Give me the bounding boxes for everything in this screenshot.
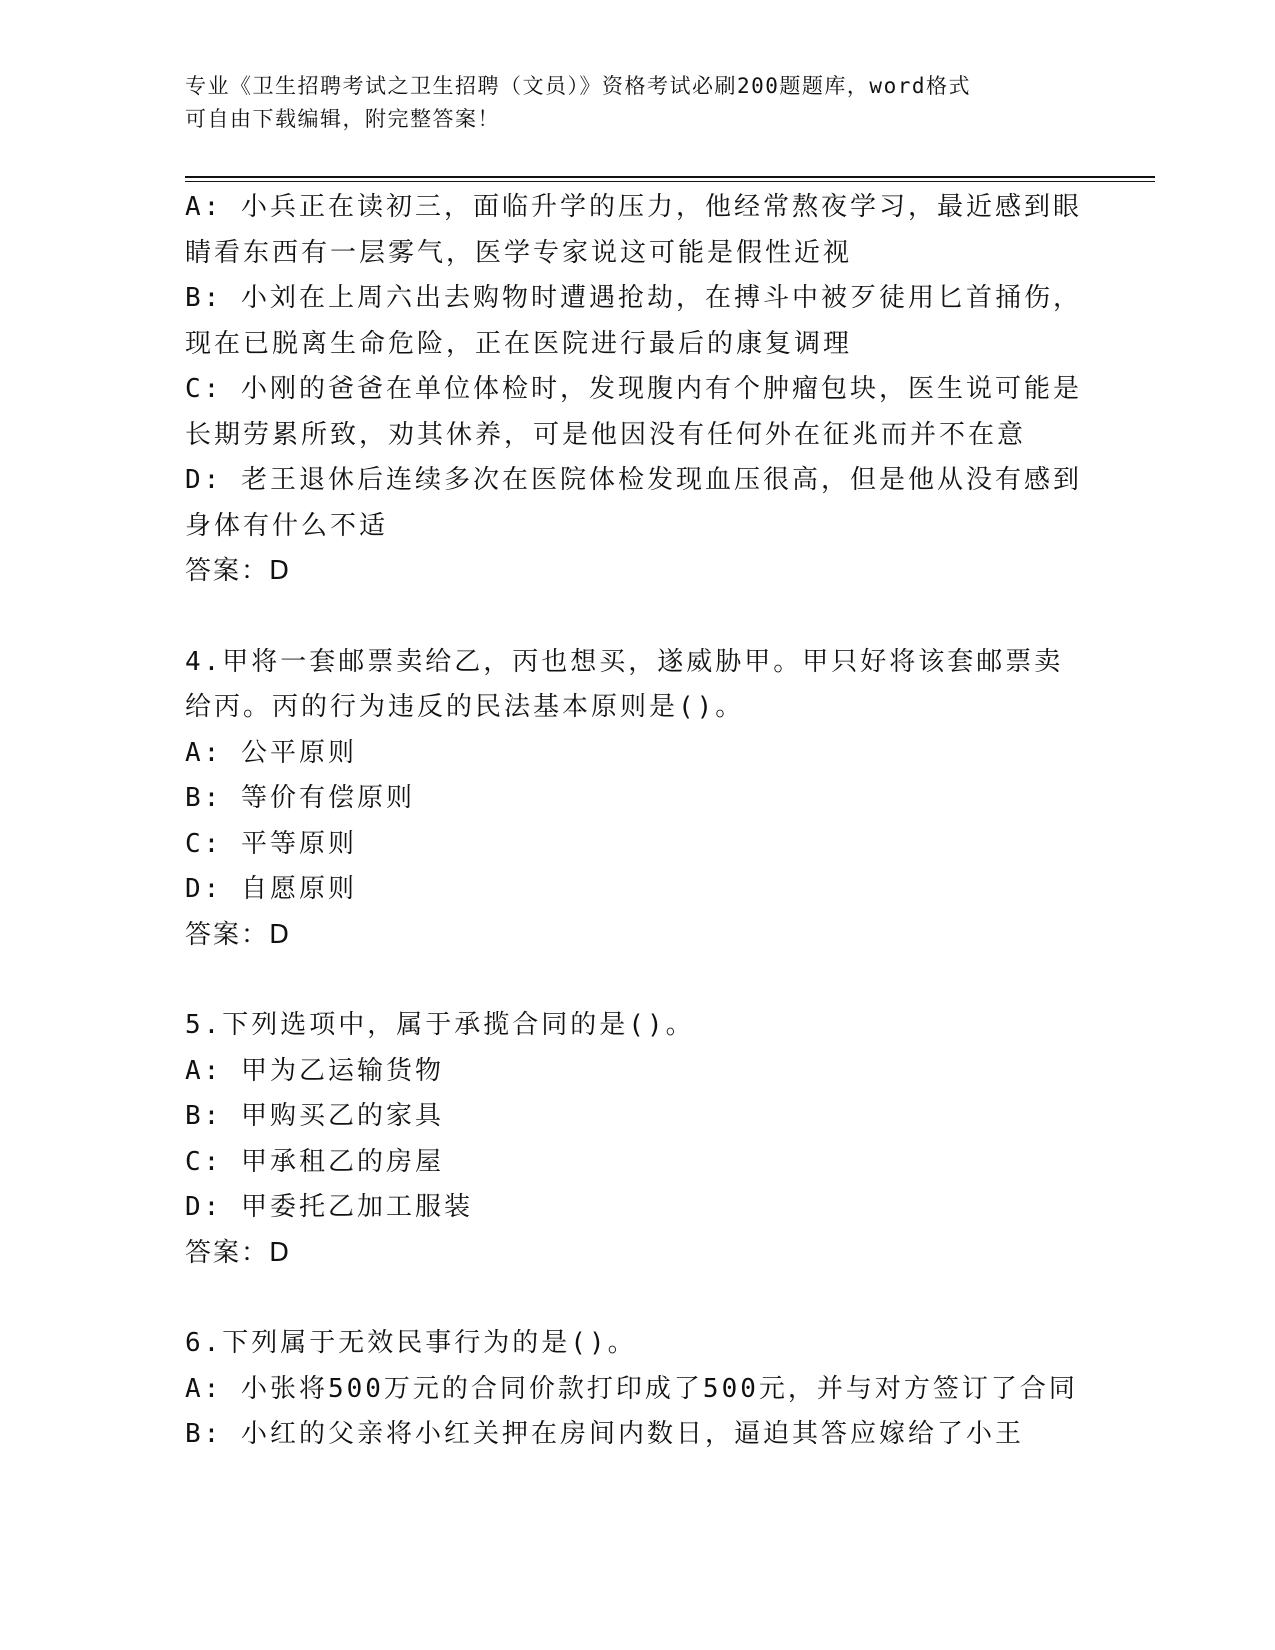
question-4 — [185, 640, 1085, 959]
option-d-line-1: D: 老王退休后连续多次在医院体检发现血压很高，但是他从没有感到 — [185, 465, 1082, 495]
option-a: A: 公平原则 — [185, 737, 357, 768]
header-divider-thin — [185, 181, 1155, 182]
answer: 答案：D — [185, 556, 292, 586]
spacer — [185, 958, 1085, 1003]
question-stem-line-1: 4.甲将一套邮票卖给乙，丙也想买，遂威胁甲。甲只好将该套邮票卖 — [185, 646, 1064, 677]
question-stem: 5.下列选项中，属于承揽合同的是()。 — [185, 1010, 695, 1040]
option-a-line-1: A: 小兵正在读初三，面临升学的压力，他经常熬夜学习，最近感到眼 — [185, 192, 1082, 222]
option-c-line-2: 长期劳累所致，劝其休养，可是他因没有任何外在征兆而并不在意 — [185, 419, 1027, 450]
option-d: D: 甲委托乙加工服装 — [185, 1192, 473, 1222]
spacer — [185, 595, 1085, 640]
option-b-line-2: 现在已脱离生命危险，正在医院进行最后的康复调理 — [185, 328, 853, 359]
question-5 — [185, 1003, 1085, 1276]
option-c: C: 平等原则 — [185, 828, 357, 859]
option-d-line-2: 身体有什么不适 — [185, 510, 389, 541]
document-header — [185, 70, 1065, 136]
option-a: A: 小张将500万元的合同价款打印成了500元，并与对方签订了合同 — [185, 1373, 1078, 1404]
question-stem: 6.下列属于无效民事行为的是()。 — [185, 1328, 637, 1358]
header-title-line-1: 专业《卫生招聘考试之卫生招聘（文员）》资格考试必刷200题题库，word格式 — [185, 74, 971, 98]
option-c: C: 甲承租乙的房屋 — [185, 1146, 444, 1177]
question-list — [185, 185, 1085, 1458]
option-b-line-1: B: 小刘在上周六出去购物时遭遇抢劫，在搏斗中被歹徒用匕首捅伤， — [185, 283, 1082, 313]
answer: 答案：D — [185, 919, 292, 950]
spacer — [185, 1276, 1085, 1321]
option-c-line-1: C: 小刚的爸爸在单位体检时，发现腹内有个肿瘤包块，医生说可能是 — [185, 374, 1082, 404]
question-3 — [185, 185, 1085, 595]
option-b: B: 等价有偿原则 — [185, 783, 415, 813]
option-b: B: 小红的父亲将小红关押在房间内数日，逼迫其答应嫁给了小王 — [185, 1419, 1024, 1449]
answer: 答案：D — [185, 1237, 292, 1268]
header-title-line-2: 可自由下载编辑，附完整答案！ — [185, 107, 500, 131]
header-divider-thick — [185, 176, 1155, 178]
option-d: D: 自愿原则 — [185, 874, 357, 904]
question-6 — [185, 1321, 1085, 1458]
option-a-line-2: 睛看东西有一层雾气，医学专家说这可能是假性近视 — [185, 237, 853, 268]
question-stem-line-2: 给丙。丙的行为违反的民法基本原则是()。 — [185, 692, 745, 722]
option-a: A: 甲为乙运输货物 — [185, 1055, 444, 1086]
option-b: B: 甲购买乙的家具 — [185, 1101, 444, 1131]
